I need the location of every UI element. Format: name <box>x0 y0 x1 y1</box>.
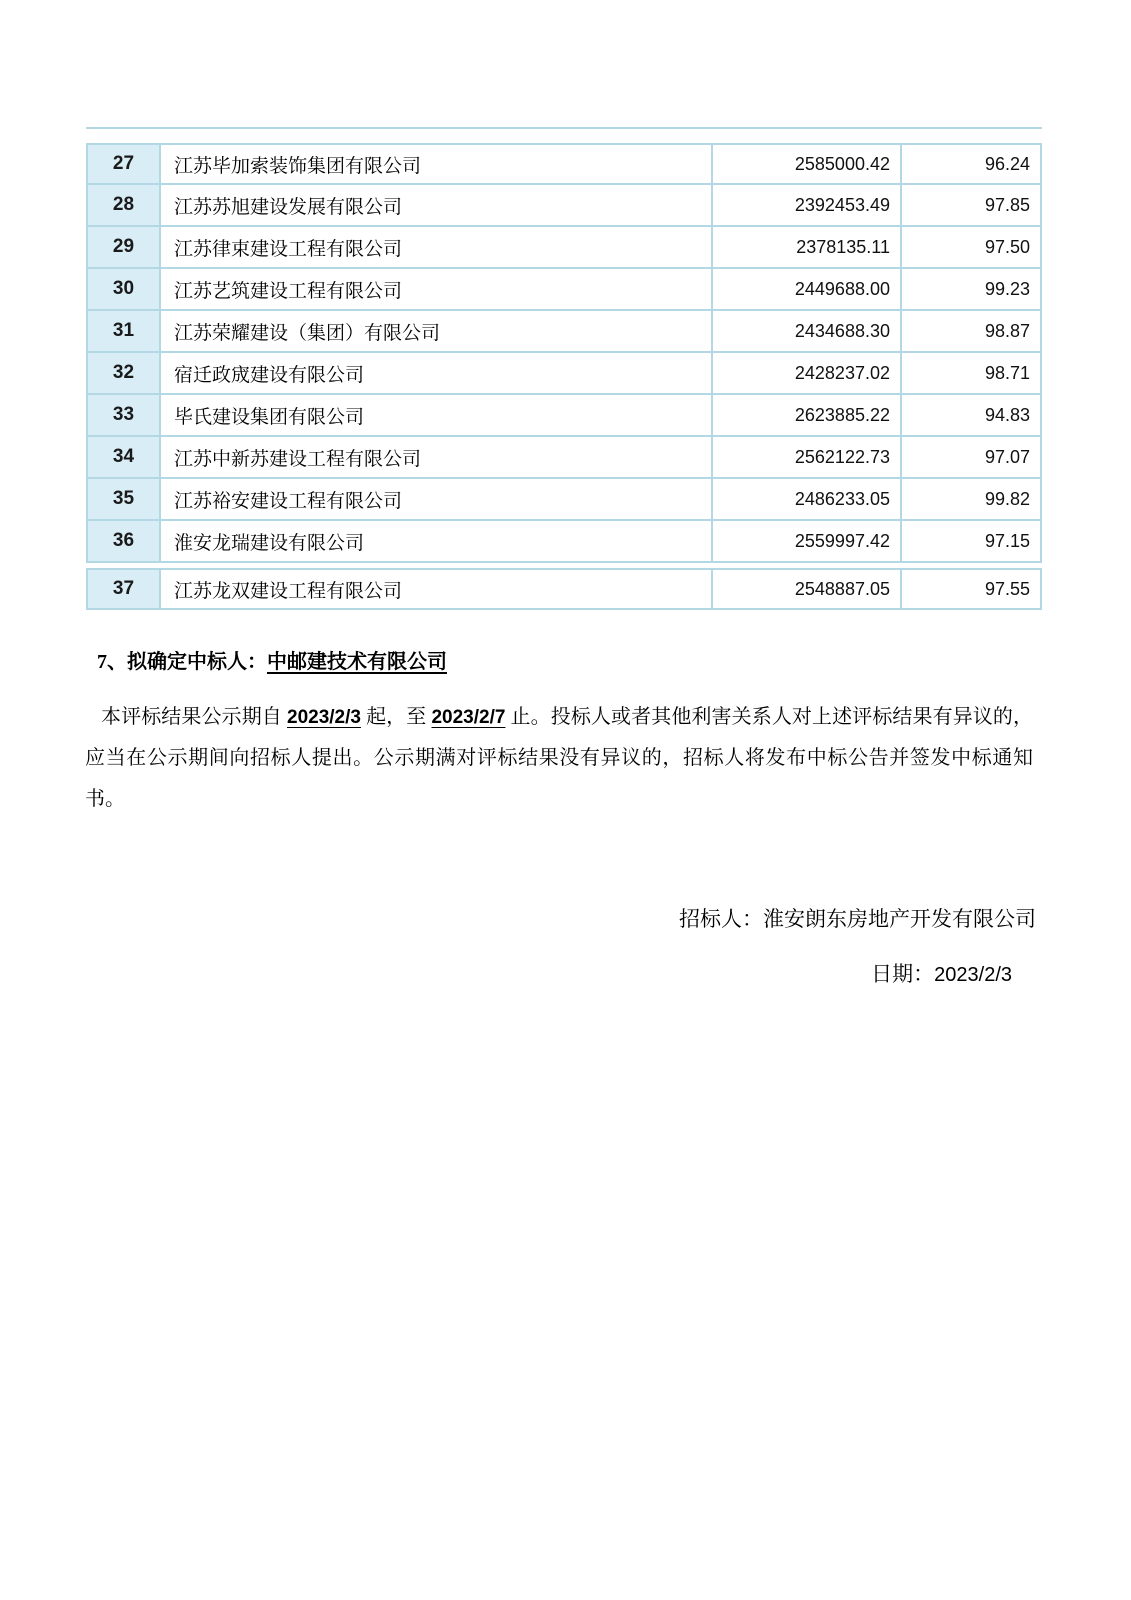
winner-label: 7、拟确定中标人： <box>97 651 267 673</box>
score-cell: 96.24 <box>900 145 1040 183</box>
date-label: 日期： <box>871 962 935 986</box>
company-name-cell: 毕氏建设集团有限公司 <box>159 395 711 435</box>
table-row <box>86 479 1042 521</box>
score-cell: 97.07 <box>900 437 1040 477</box>
signature-date-line <box>871 958 1012 988</box>
row-index-cell: 36 <box>88 521 159 561</box>
table-row <box>86 311 1042 353</box>
company-name-cell: 江苏艺筑建设工程有限公司 <box>159 269 711 309</box>
winner-declaration-line <box>97 645 447 674</box>
table-row <box>86 143 1042 185</box>
company-name-cell: 淮安龙瑞建设有限公司 <box>159 521 711 561</box>
score-cell: 97.50 <box>900 227 1040 267</box>
winner-name: 中邮建技术有限公司 <box>267 651 447 673</box>
company-name-cell: 江苏龙双建设工程有限公司 <box>159 570 711 608</box>
table-row <box>86 185 1042 227</box>
row-index-cell: 31 <box>88 311 159 351</box>
bid-amount-cell: 2562122.73 <box>711 437 900 477</box>
publicity-notice-paragraph <box>85 697 1033 820</box>
row-index-cell: 33 <box>88 395 159 435</box>
bid-amount-cell: 2449688.00 <box>711 269 900 309</box>
table-row <box>86 521 1042 563</box>
table-row <box>86 227 1042 269</box>
row-index-cell: 34 <box>88 437 159 477</box>
bid-amount-cell: 2434688.30 <box>711 311 900 351</box>
table-row <box>86 395 1042 437</box>
row-index-cell: 32 <box>88 353 159 393</box>
bid-amount-cell: 2559997.42 <box>711 521 900 561</box>
bid-amount-cell: 2486233.05 <box>711 479 900 519</box>
company-name-cell: 江苏毕加索装饰集团有限公司 <box>159 145 711 183</box>
company-name-cell: 江苏律束建设工程有限公司 <box>159 227 711 267</box>
company-name-cell: 江苏中新苏建设工程有限公司 <box>159 437 711 477</box>
score-cell: 97.55 <box>900 570 1040 608</box>
score-cell: 98.71 <box>900 353 1040 393</box>
table-row <box>86 269 1042 311</box>
notice-text: 本评标结果公示期自 <box>101 706 287 728</box>
table-continuation-border <box>86 127 1042 129</box>
row-index-cell: 37 <box>88 570 159 608</box>
score-cell: 97.85 <box>900 185 1040 225</box>
score-cell: 99.82 <box>900 479 1040 519</box>
bid-evaluation-table <box>86 143 1042 610</box>
table-row <box>86 568 1042 610</box>
company-name-cell: 江苏荣耀建设（集团）有限公司 <box>159 311 711 351</box>
row-index-cell: 35 <box>88 479 159 519</box>
company-name-cell: 宿迁政宬建设有限公司 <box>159 353 711 393</box>
company-name-cell: 江苏裕安建设工程有限公司 <box>159 479 711 519</box>
row-index-cell: 30 <box>88 269 159 309</box>
bid-amount-cell: 2378135.11 <box>711 227 900 267</box>
row-index-cell: 28 <box>88 185 159 225</box>
table-row <box>86 353 1042 395</box>
score-cell: 97.15 <box>900 521 1040 561</box>
company-name-cell: 江苏苏旭建设发展有限公司 <box>159 185 711 225</box>
row-index-cell: 29 <box>88 227 159 267</box>
tenderer-signature-line: 招标人：淮安朗东房地产开发有限公司 <box>679 907 1036 931</box>
bid-amount-cell: 2548887.05 <box>711 570 900 608</box>
publicity-start-date: 2023/2/3 <box>287 707 361 728</box>
row-index-cell: 27 <box>88 145 159 183</box>
score-cell: 98.87 <box>900 311 1040 351</box>
score-cell: 99.23 <box>900 269 1040 309</box>
date-value: 2023/2/3 <box>934 964 1012 986</box>
score-cell: 94.83 <box>900 395 1040 435</box>
bid-amount-cell: 2428237.02 <box>711 353 900 393</box>
bid-amount-cell: 2623885.22 <box>711 395 900 435</box>
bid-amount-cell: 2585000.42 <box>711 145 900 183</box>
notice-text: 止。投标人或者其他利害关系人对上述评标结果有异议的，应当在公示期间向招标人提出。公示期满对评标结果没有异议的，招标人将发布中标公告并签发中标通知书。 <box>85 706 1034 810</box>
table-row <box>86 437 1042 479</box>
publicity-end-date: 2023/2/7 <box>431 707 506 728</box>
bid-amount-cell: 2392453.49 <box>711 185 900 225</box>
notice-text: 起，至 <box>360 706 432 728</box>
